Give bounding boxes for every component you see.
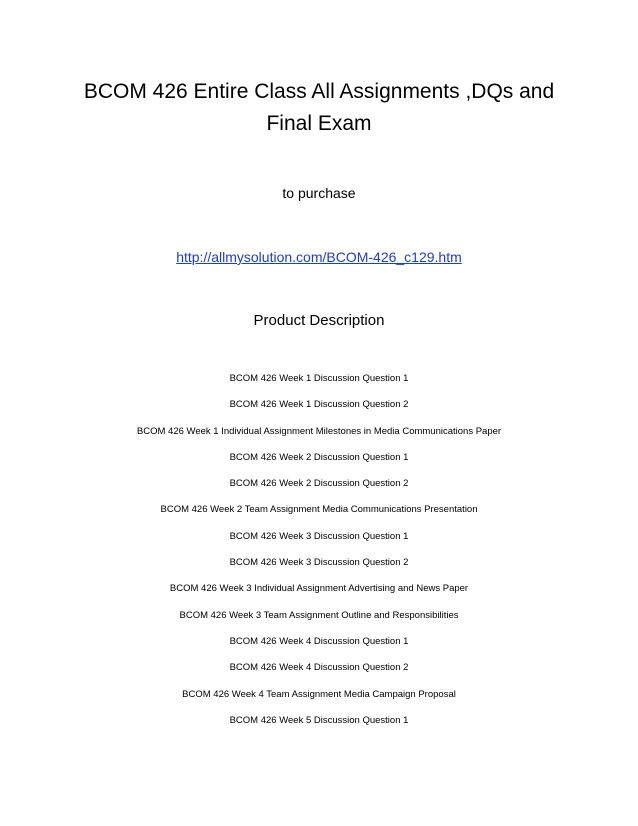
product-item-list xyxy=(0,370,638,738)
purchase-link-line xyxy=(0,248,638,266)
product-item: BCOM 426 Week 2 Team Assignment Media Communications Presentation xyxy=(160,504,478,516)
product-description-heading: Product Description xyxy=(253,312,385,329)
purchase-link[interactable]: http://allmysolution.com/BCOM-426_c129.htm xyxy=(176,249,462,265)
product-item: BCOM 426 Week 1 Individual Assignment Milestones in Media Communications Paper xyxy=(136,425,502,437)
product-item: BCOM 426 Week 3 Discussion Question 2 xyxy=(229,557,409,569)
product-item: BCOM 426 Week 2 Discussion Question 1 xyxy=(229,451,409,463)
product-item: BCOM 426 Week 1 Discussion Question 2 xyxy=(229,399,409,411)
product-item: BCOM 426 Week 5 Discussion Question 1 xyxy=(229,714,409,726)
product-item: BCOM 426 Week 3 Team Assignment Outline and Responsibilities xyxy=(179,609,459,621)
purchase-label: to purchase xyxy=(282,185,356,201)
product-item: BCOM 426 Week 4 Discussion Question 1 xyxy=(229,635,409,647)
product-item: BCOM 426 Week 1 Discussion Question 1 xyxy=(229,373,409,384)
document-title: BCOM 426 Entire Class All Assignments ,DQs and Final Exam xyxy=(83,80,555,135)
product-item: BCOM 426 Week 2 Discussion Question 2 xyxy=(229,478,409,490)
product-item: BCOM 426 Week 4 Discussion Question 2 xyxy=(229,662,409,674)
product-item: BCOM 426 Week 3 Individual Assignment Advertising and News Paper xyxy=(169,583,469,595)
product-item: BCOM 426 Week 3 Discussion Question 1 xyxy=(229,530,409,542)
product-item: BCOM 426 Week 4 Team Assignment Media Campaign Proposal xyxy=(182,688,456,700)
